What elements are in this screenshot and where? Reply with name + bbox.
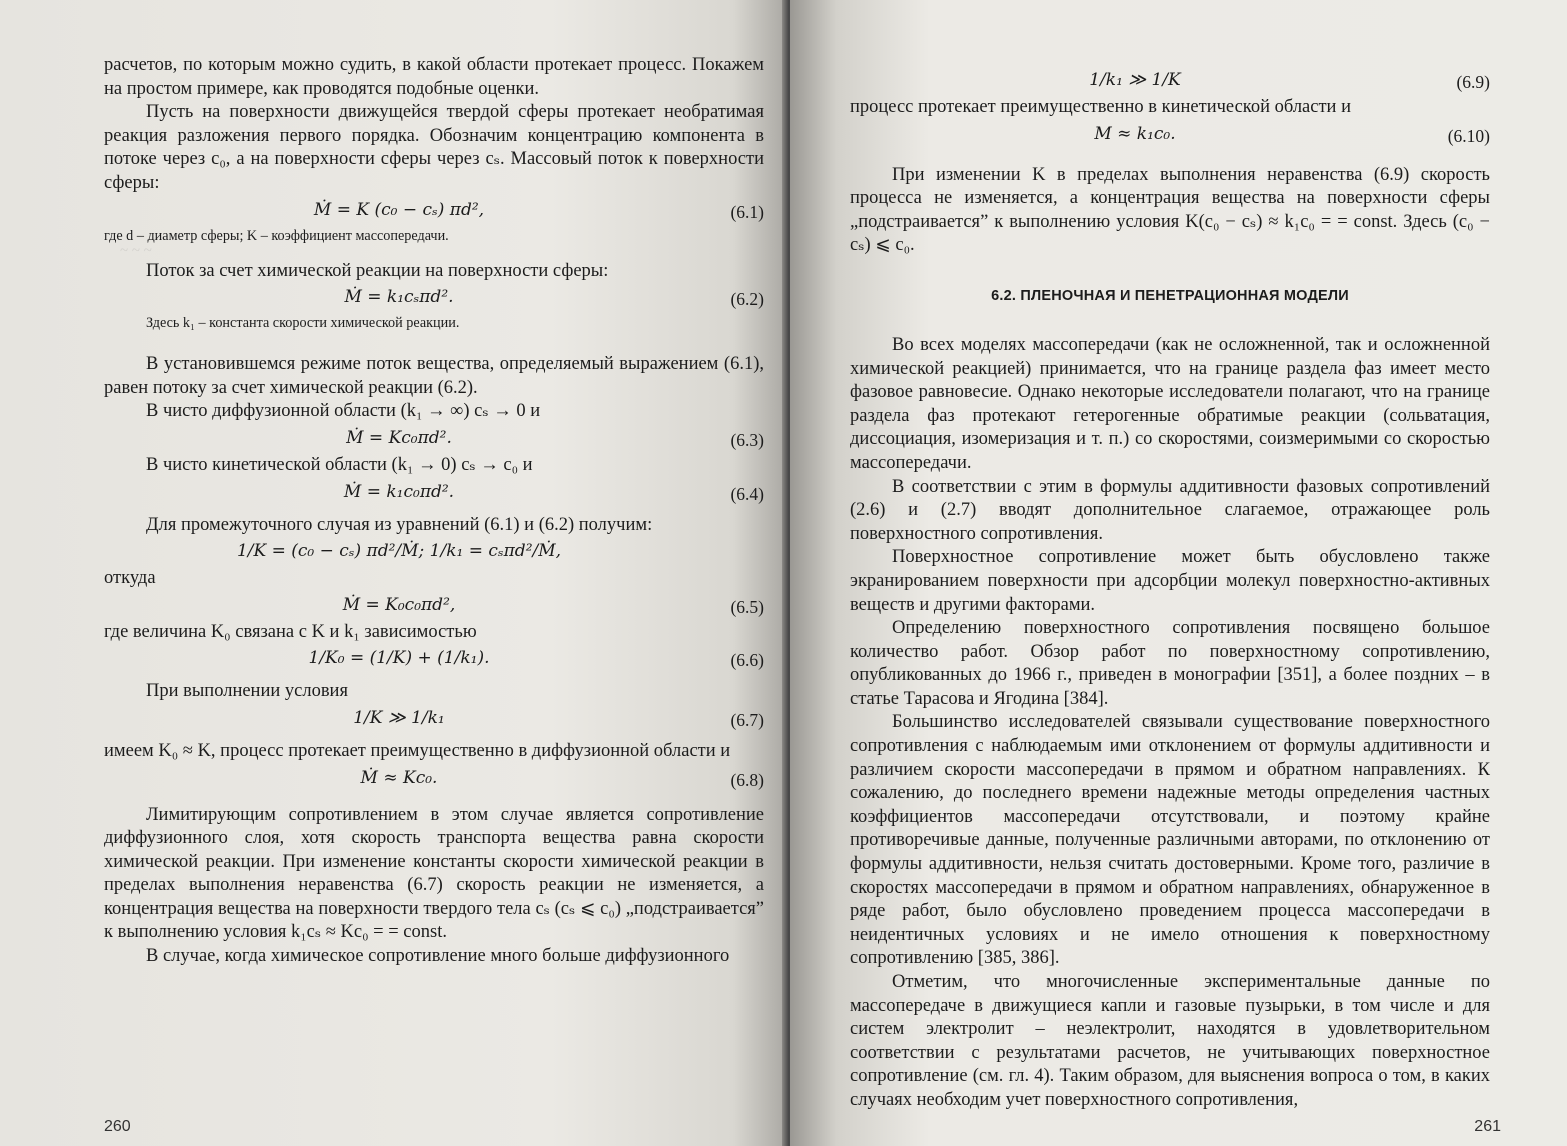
equation: M ≈ k₁c₀. (6.10) (1094, 123, 1490, 146)
equation-number: (6.1) (730, 201, 764, 222)
page-number: 261 (1474, 1118, 1501, 1135)
note: Здесь k₁ – константа скорости химической реакции. (146, 315, 460, 332)
equation-number: (6.8) (730, 769, 764, 790)
section-heading: 6.2. ПЛЕНОЧНАЯ И ПЕНЕТРАЦИОННАЯ МОДЕЛИ (991, 287, 1349, 304)
paragraph: В случае, когда химическое сопротивление много больше диффузионного (146, 946, 730, 967)
paragraph: расчетов, по которым можно судить, в какой области протекает процесс. Покажем на простом примере, как проводятся подобные оценки. (104, 55, 764, 99)
equation-number: (6.9) (1456, 72, 1490, 92)
equation-number: (6.7) (730, 709, 764, 730)
equation: 1/k₁ ≫ 1/K (6.9) (1089, 70, 1490, 92)
equation: Ṁ = k₁cₛπd². (6.2) (344, 287, 764, 310)
paragraph: Во всех моделях массопередачи (как не осложненной, так и осложненной химической реакцией) принимается, что на границе раздела фаз имеет место фазовое равновесие. Однако некоторые исследователи полагают, что на границе раздела фаз протекают гетерогенные обратимые реакции (сольватация, диссоциация, изомеризация и т. п.) со скоростями, соизмеримыми со скоростью массопередачи. (850, 334, 1490, 473)
equation-number: (6.5) (730, 596, 764, 617)
paragraph: Для промежуточного случая из уравнений (6.1) и (6.2) получим: (146, 514, 653, 535)
equation: 1/K ≫ 1/k₁ (6.7) (353, 707, 764, 730)
paragraph: Определению поверхностного сопротивления посвящено большое количество работ. Обзор работ по поверхностному сопротивлению, опубликованных до 1966 г., приведен в монографии [351], а более поздних – в статье Тарасова и Ягодина [384]. (850, 618, 1490, 709)
bleed-through-text: ~ ~ ~ (120, 243, 152, 259)
equation: Ṁ ≈ Kc₀. (6.8) (360, 767, 764, 790)
right-text-column (850, 66, 1490, 1113)
equation: Ṁ = K (c₀ − cₛ) πd², (6.1) (313, 199, 764, 222)
page-number: 260 (104, 1118, 131, 1135)
paragraph: Отметим, что многочисленные экспериментальные данные по массопередаче в движущиеся капли и газовые пузырьки, в том числе и для систем электролит – неэлектролит, находятся в удовлетворительном соответствии с результатами расчетов, не учитывающих поверхностное сопротивление (см. гл. 4). Таким образом, для выяснения вопроса о том, в каких случаях необходим учет поверхностного сопротивления, (850, 972, 1490, 1110)
equation: Ṁ = k₁c₀πd². (6.4) (343, 481, 764, 504)
equation-number: (6.4) (730, 483, 764, 504)
paragraph: процесс протекает преимущественно в кинетической области и (850, 97, 1351, 117)
paragraph: Пусть на поверхности движущейся твердой сферы протекает необратимая реакция разложения первого порядка. Обозначим концентрацию компонента в потоке через c₀, а на поверхности сферы через cₛ. Массовый поток к поверхности сферы: (104, 102, 764, 193)
equation-number: (6.3) (730, 429, 764, 450)
equation-number: (6.10) (1447, 125, 1490, 146)
paragraph: где величина K₀ связана с K и k₁ зависимостью (104, 621, 477, 642)
paragraph: В чисто диффузионной области (k₁ → ∞) cₛ → 0 и (146, 401, 541, 422)
paragraph: При изменении K в пределах выполнения неравенства (6.9) скорость процесса не изменяется, а концентрация вещества на поверхности сферы „подстраивается” к выполнению условия K(c₀ − cₛ) ≈ k₁c₀ = = const. Здесь (c₀ − cₛ) ⩽ c₀. (850, 164, 1490, 256)
equation: 1/K = (c₀ − cₛ) πd²/Ṁ; 1/k₁ = cₛπd²/Ṁ, (236, 541, 562, 562)
left-text-column (104, 54, 764, 969)
equation: Ṁ = Kc₀πd². (6.3) (346, 427, 764, 450)
paragraph: Поток за счет химической реакции на поверхности сферы: (146, 260, 609, 281)
paragraph: Поверхностное сопротивление может быть обусловлено также экранированием поверхности при адсорбции молекул поверхностно-активных веществ и другими факторами. (850, 547, 1490, 615)
paragraph: Большинство исследователей связывали существование поверхностного сопротивления с наблюдаемым ими отклонением от формулы аддитивности и различием скорости массопередачи в прямом и обратном направлениях. К сожалению, до последнего времени надежные методы определения частных коэффициентов массопередачи отсутствовали, и поэтому крайне противоречивые данные, полученные различными авторами, по отклонению от формулы аддитивности, нельзя считать достоверными. Кроме того, различие в скоростях массопередачи в прямом и обратном направлениях, обнаруженное в ряде работ, было обусловлено проведением процесса массопередачи в неидентичных условиях и не имело отношения к поверхностному сопротивлению [385, 386]. (850, 712, 1490, 969)
equation: 1/K₀ = (1/K) + (1/k₁). (6.6) (308, 648, 764, 671)
paragraph: В чисто кинетической области (k₁ → 0) cₛ → c₀ и (146, 454, 533, 475)
equation-number: (6.2) (730, 289, 764, 310)
paragraph: В установившемся режиме поток вещества, определяемый выражением (6.1), равен потоку за счет химической реакции (6.2). (104, 354, 764, 398)
equation-number: (6.6) (730, 650, 764, 671)
paragraph: При выполнении условия (146, 681, 348, 702)
paragraph: откуда (104, 568, 156, 589)
paragraph: Лимитирующим сопротивлением в этом случае является сопротивление диффузионного слоя, хотя скорость транспорта вещества равна скорости химической реакции. При изменение константы скорости химической реакции в пределах выполнения неравенства (6.7) скорость реакции не изменяется, а концентрация вещества на поверхности твердого тела cₛ (cₛ ⩽ c₀) „подстраивается” к выполнению условия k₁cₛ ≈ Kc₀ = = const. (104, 804, 764, 943)
equation: Ṁ = K₀c₀πd², (6.5) (342, 594, 764, 617)
paragraph: В соответствии с этим в формулы аддитивности фазовых сопротивлений (2.6) и (2.7) вводят дополнительное слагаемое, отражающее роль поверхностного сопротивления. (850, 476, 1490, 544)
note: где d – диаметр сферы; K – коэффициент массопередачи. (104, 227, 449, 244)
right-page (790, 0, 1567, 1146)
paragraph: имеем K₀ ≈ K, процесс протекает преимущественно в диффузионной области и (104, 740, 731, 761)
